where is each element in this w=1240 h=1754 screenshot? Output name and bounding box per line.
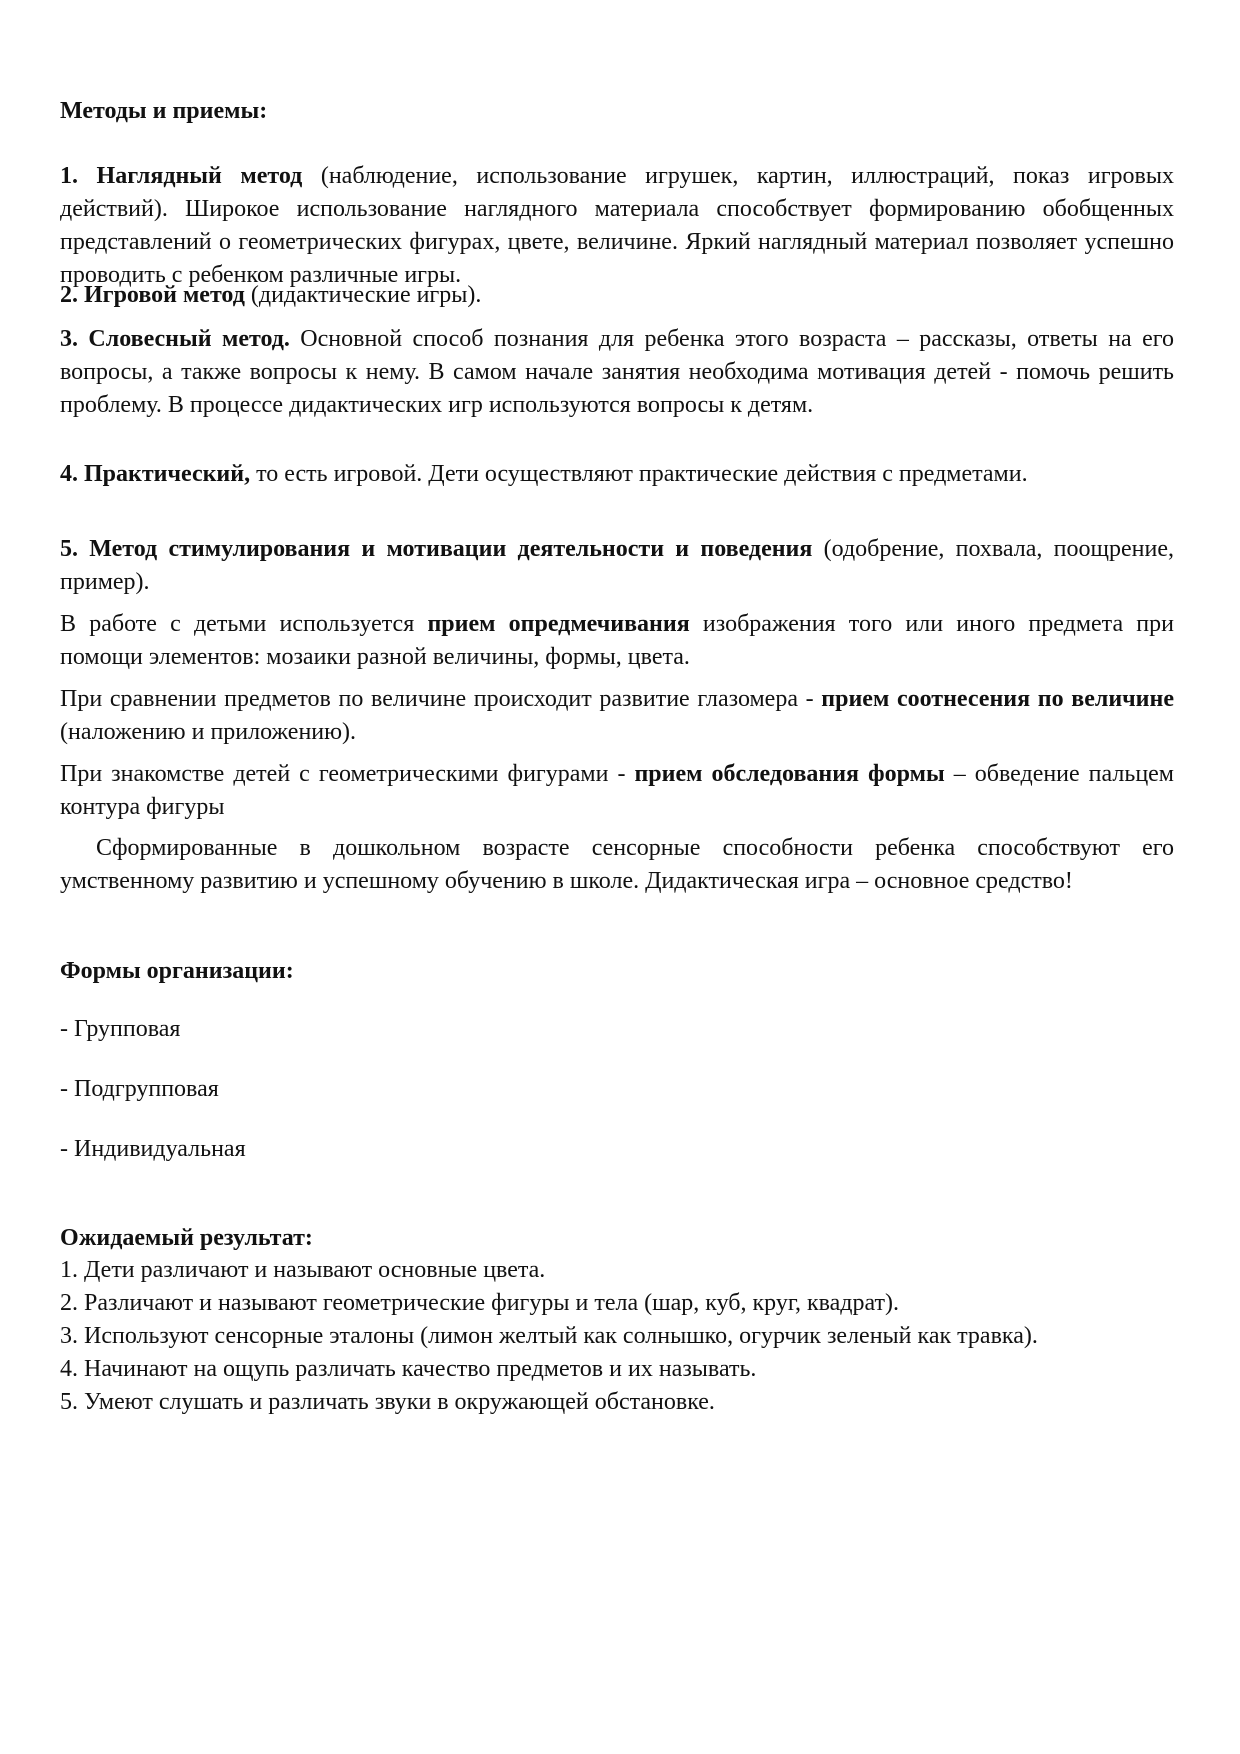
results-list bbox=[60, 1254, 1174, 1419]
forms-item: - Групповая bbox=[60, 1016, 181, 1042]
method-5-text: (одобрение, похвала, поощрение, пример). bbox=[60, 536, 1174, 595]
forms-item: - Индивидуальная bbox=[60, 1136, 246, 1162]
results-item: 3. Используют сенсорные эталоны (лимон желтый как солнышко, огурчик зеленый как травка). bbox=[60, 1323, 1038, 1349]
results-item: 2. Различают и называют геометрические фигуры и тела (шар, куб, круг, квадрат). bbox=[60, 1290, 900, 1316]
results-item: 1. Дети различают и называют основные цвета. bbox=[60, 1257, 546, 1283]
results-item: 4. Начинают на ощупь различать качество предметов и их называть. bbox=[60, 1356, 757, 1382]
method-5-paragraph bbox=[60, 533, 1174, 599]
method-4-paragraph bbox=[60, 458, 1174, 491]
technique-1-bold: прием опредмечивания bbox=[427, 611, 690, 637]
results-item: 5. Умеют слушать и различать звуки в окружающей обстановке. bbox=[60, 1389, 715, 1415]
method-4-text: то есть игровой. Дети осуществляют практические действия с предметами. bbox=[250, 461, 1028, 487]
method-3-paragraph bbox=[60, 323, 1174, 422]
method-1-title: 1. Наглядный метод bbox=[60, 163, 303, 189]
method-5-title: 5. Метод стимулирования и мотивации деятельности и поведения bbox=[60, 536, 813, 562]
summary-paragraph: Сформированные в дошкольном возрасте сенсорные способности ребенка способствуют его умственному развитию и успешному обучению в школе. Дидактическая игра – основное средство! bbox=[60, 835, 1174, 894]
method-3-title: 3. Словесный метод. bbox=[60, 326, 290, 352]
method-2-paragraph bbox=[60, 279, 1174, 312]
methods-heading: Методы и приемы: bbox=[60, 98, 268, 124]
technique-3-bold: прием обследования формы bbox=[634, 761, 945, 787]
technique-paragraph-3: При знакомстве детей с геометрическими фигурами - прием обследования формы – обведение пальцем контура фигуры bbox=[60, 761, 1174, 820]
method-4-title: 4. Практический, bbox=[60, 461, 251, 487]
method-2-text: (дидактические игры). bbox=[244, 282, 482, 308]
forms-heading: Формы организации: bbox=[60, 958, 294, 984]
method-1-text: (наблюдение, использование игрушек, картин, иллюстраций, показ игровых действий). Широкое использование наглядного материала способствует формированию обобщенных представлений о геометрических фигурах, цвете, величине. Яркий наглядный материал позволяет успешно проводить с ребенком различные игры. bbox=[60, 163, 1174, 288]
method-2-title: 2. Игровой метод bbox=[60, 282, 245, 308]
method-3-text: Основной способ познания для ребенка этого возраста – рассказы, ответы на его вопросы, а также вопросы к нему. В самом начале занятия необходима мотивация детей - помочь решить проблему. В процессе дидактических игр используются вопросы к детям. bbox=[60, 326, 1174, 418]
forms-item: - Подгрупповая bbox=[60, 1076, 219, 1102]
method-1-paragraph bbox=[60, 160, 1174, 292]
technique-paragraph-1: В работе с детьми используется прием опредмечивания изображения того или иного предмета при помощи элементов: мозаики разной величины, формы, цвета. bbox=[60, 611, 1174, 670]
results-heading: Ожидаемый результат: bbox=[60, 1225, 313, 1251]
technique-paragraph-2: При сравнении предметов по величине происходит развитие глазомера - прием соотнесения по величине (наложению и приложению). bbox=[60, 686, 1174, 745]
technique-2-bold: прием соотнесения по величине bbox=[821, 686, 1174, 712]
